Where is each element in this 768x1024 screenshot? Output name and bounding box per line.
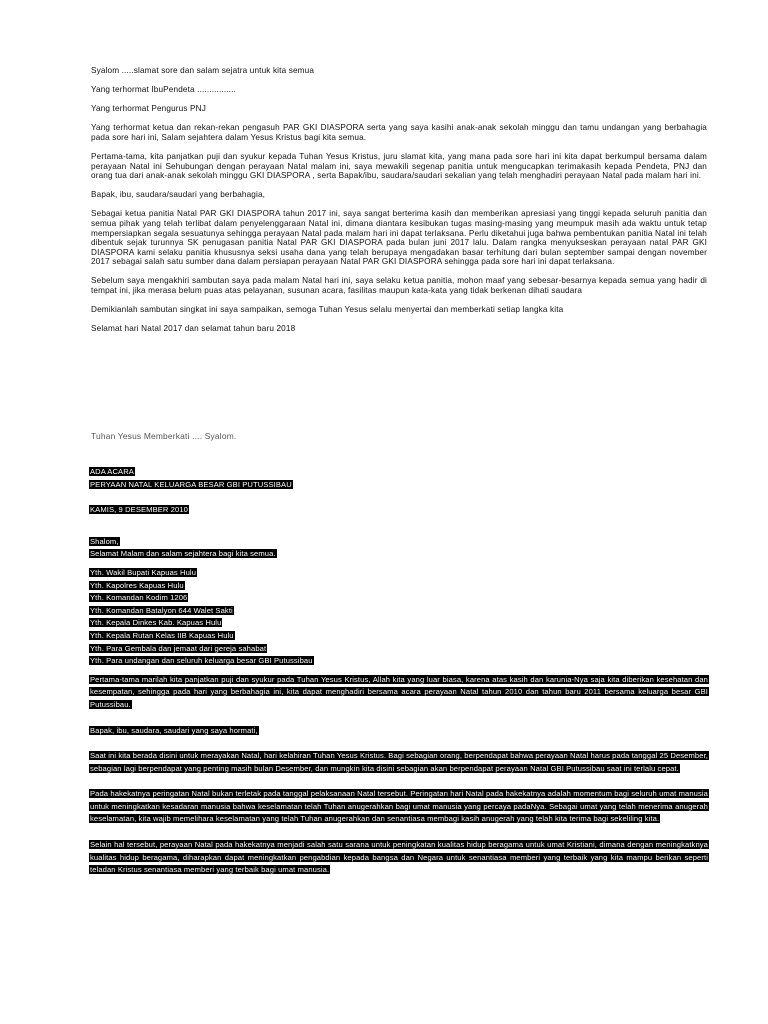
yth-item: Yth. Wakil Bupati Kapuas Hulu <box>90 567 197 577</box>
paragraph-1: Pertama-tama marilah kita panjatkan puji dan syukur pada Tuhan Yesus Kristus, Allah kita yang luar biasa, karena atas kasih dan karunia-Nya saja kita diberikan kesehatan dan kesempatan, sehingga pada hari yang berbahagia ini, kita dapat menghadiri bersama acara perayaan Natal tahun 2010 dan tahun baru 2011 bersama keluarga besar GBI Putussibau. <box>90 674 708 709</box>
paragraph-3: Saat ini kita berada disini untuk merayakan Natal, hari kelahiran Tuhan Yesus Kristus. Bagi sebagian orang, berpendapat bahwa perayaan Natal harus pada tanggal 25 Desember, sebagian lagi berpendapat yang penting masih bulan Desember, dan mungkin kita disini sebagian akan berpendapat perayaan Natal GBI Putussibau saat ini terlalu cepat. <box>90 751 708 773</box>
yth-item: Yth. Kapolres Kapuas Hulu <box>90 580 184 590</box>
paragraph-4: Pada hakekatnya peringatan Natal bukan terletak pada tanggal pelaksanaan Natal tersebut. Peringatan hari Natal pada hakekatnya adalah momentum bagi seluruh umat manusia untuk meningkatkan kesadaran manusia bahwa keselamatan telah Tuhan anugerahkan bagi umat manusia yang percaya padaNya. Sebagai umat yang telah menerima anugerah keselamatan, kita wajib memelihara keselamatan yang telah Tuhan anugerahkan dan senantiasa membagi kasih anugerah yang telah kita terima bagi sekeliling kita. <box>90 789 708 824</box>
event-date: KAMIS, 9 DESEMBER 2010 <box>90 505 189 515</box>
greeting-evening: Selamat Malam dan salam sejahtera bagi kita semua. <box>90 549 276 559</box>
yth-item: Yth. Komandan Batalyon 644 Walet Sakti <box>90 605 233 615</box>
paragraph-3: Bapak, ibu, saudara/saudari yang berbahagia, <box>91 190 266 200</box>
paragraph-5: Selain hal tersebut, perayaan Natal pada hakekatnya menjadi salah satu sarana untuk peningkatan kualitas hidup beragama untuk umat Kristiani, dimana dengan meningkatknya kualitas hidup beragama, diharapkan dapat meningkatkan pengabdian kepada bangsa dan Negara untuk senantiasa memberi yang terbaik yang kita mampu berikan seperti teladan Kristus senantiasa memberi yang terbaik bagi umat manusia. <box>90 840 708 875</box>
event-title: PERYAAN NATAL KELUARGA BESAR GBI PUTUSSIBAU <box>90 479 292 489</box>
paragraph-2: Bapak, ibu, saudara, saudari yang saya hormati, <box>90 725 258 735</box>
paragraph-5: Sebelum saya mengakhiri sambutan saya pada malam Natal hari ini, saya selaku ketua panitia, mohon maaf yang sebesar-besarnya kepada semua yang hadir di tempat ini, jika merasa belum puas atas pelayanan, susunan acara, fasilitas maupun kata-kata yang tidak berkenan dihati saudara <box>91 276 707 295</box>
greeting: Syalom .....slamat sore dan salam sejatra untuk kita semua <box>91 66 315 75</box>
yth-item: Yth. Para undangan dan seluruh keluarga besar GBI Putussibau <box>90 656 313 666</box>
paragraph-6: Demikianlah sambutan singkat ini saya sampaikan, semoga Tuhan Yesus selalu menyertai dan memberkati setiap langka kita <box>91 305 564 315</box>
yth-item: Yth. Para Gembala dan jemaat dari gereja sahabat <box>90 643 267 653</box>
respected-pastor: Yang terhormat IbuPendeta ................ <box>91 85 236 95</box>
yth-item: Yth. Komandan Kodim 1206 <box>90 593 188 603</box>
paragraph-7: Selamat hari Natal 2017 dan selamat tahun baru 2018 <box>91 324 296 334</box>
event-header: ADA ACARA <box>90 467 134 476</box>
yth-item: Yth. Kepala Rutan Kelas IIB Kapuas Hulu <box>90 630 234 640</box>
letter-1 <box>91 66 707 343</box>
closing-line: Tuhan Yesus Memberkati .... Syalom. <box>91 431 237 441</box>
respected-board: Yang terhormat Pengurus PNJ <box>91 104 206 114</box>
paragraph-1: Yang terhormat ketua dan rekan-rekan pengasuh PAR GKI DIASPORA serta yang saya kasihi anak-anak sekolah minggu dan tamu undangan yang berbahagia pada sore hari ini, Salam sejahtera dalam Yesus Kristus bagi kita semua. <box>91 123 707 142</box>
letter-2 <box>89 466 709 877</box>
paragraph-2: Pertama-tama, kita panjatkan puji dan syukur kepada Tuhan Yesus Kristus, juru slamat kita, yang mana pada sore hari ini kita dapat berkumpul bersama dalam perayaan Natal ini Sehubungan dengan perayaan Natal malam ini, saya mewakili segenap panitia untuk mengucapkan terimakasih kepada Pendeta, PNJ dan orang tua dari anak-anak sekolah minggu GKI DIASPORA , serta Bapak/ibu, saudara/saudari sekalian yang telah menghadiri perayaan Natal pada malam hari ini. <box>91 151 707 181</box>
paragraph-4: Sebagai ketua panitia Natal PAR GKI DIASPORA tahun 2017 ini, saya sangat berterima kasih dan memberikan apresiasi yang tinggi kepada seluruh panitia dan semua pihak yang telah terlibat dalam penyelenggaraan Natal ini, dimana diantara kesibukan tugas masing-masing yang meumpuk masih ada waktu untuk tetap mempersiapkan segala sesuatunya sehingga perayaan Natal pada malam hari ini dapat terlaksana. Perlu diketahui juga bahwa pembentukan panitia Natal ini telah dibentuk sejak turunnya SK penugasan panitia Natal PAR GKI DIASPORA pada bulan juni 2017 lalu. Dalam rangka menyukseskan perayaan natal PAR GKI DIASPORA kami selaku panitia khususnya seksi usaha dana yang telah berupaya mengadakan basar terhitung dari bulan september sampai dengan november 2017 sebagai salah satu sumber dana dalam persiapan perayaan Natal PAR GKI DIASPORA sehingga pada sore hari ini dapat terlaksana. <box>91 209 707 267</box>
greeting-shalom: Shalom, <box>90 536 119 546</box>
yth-item: Yth. Kepala Dinkes Kab. Kapuas Hulu <box>90 618 222 628</box>
